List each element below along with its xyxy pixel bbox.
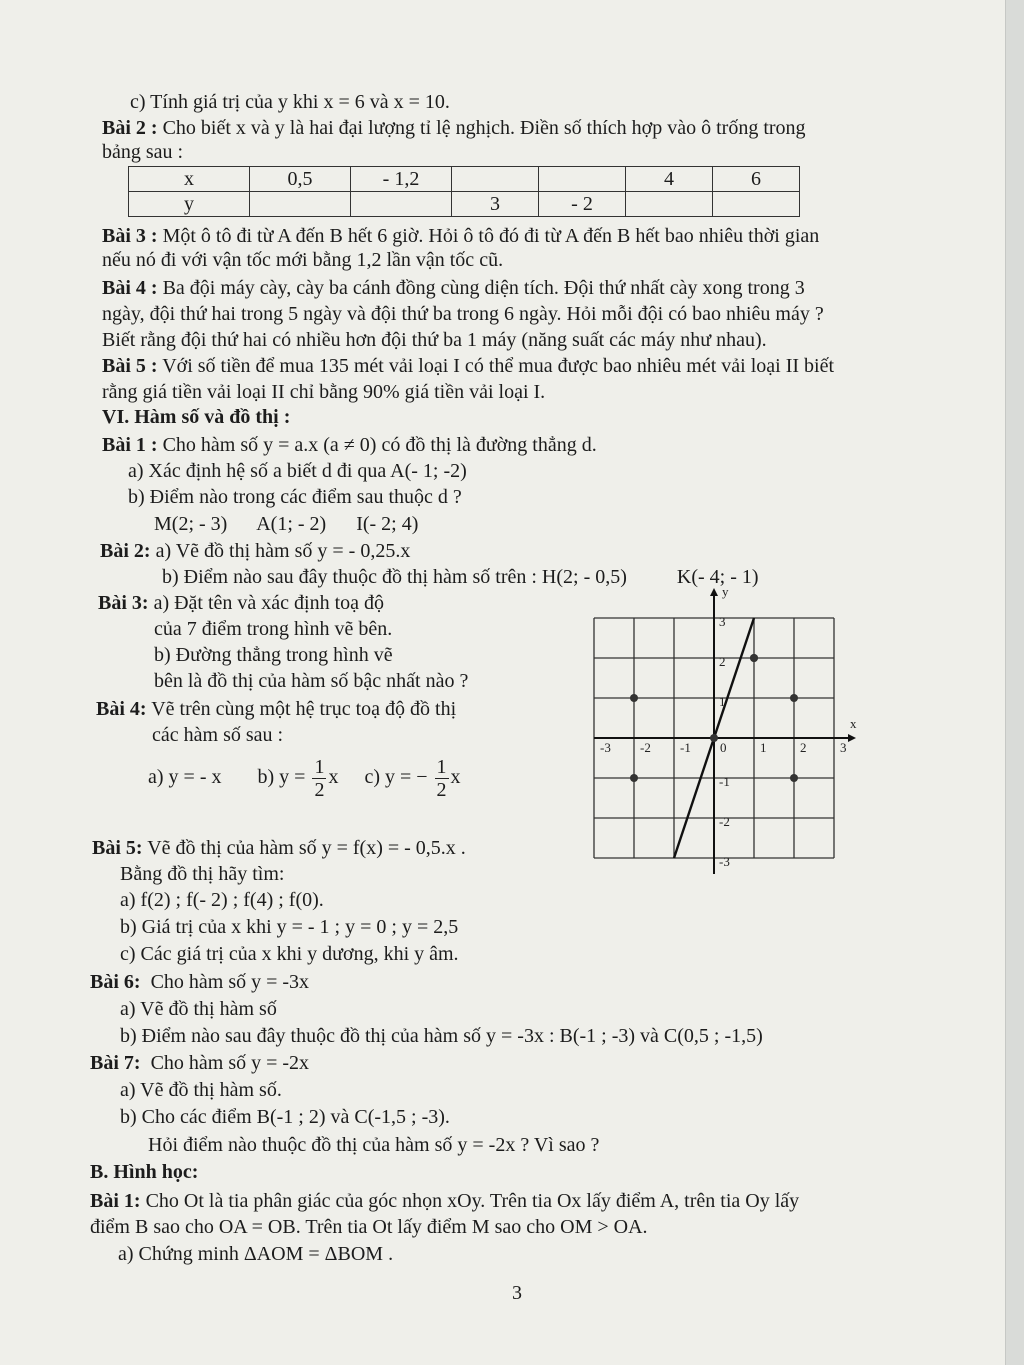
text: Cho hàm số y = -2x bbox=[140, 1052, 310, 1074]
text-line: a) Vẽ đồ thị hàm số bbox=[120, 998, 277, 1020]
text-line bbox=[100, 539, 410, 563]
text-line: bên là đồ thị của hàm số bậc nhất nào ? bbox=[154, 670, 469, 692]
exercise-heading: Bài 6: bbox=[90, 971, 141, 993]
variable-x: x bbox=[450, 766, 461, 788]
graph-point bbox=[790, 774, 798, 782]
text: a) Đặt tên và xác định toạ độ bbox=[148, 592, 385, 614]
text-line: b) Đường thẳng trong hình vẽ bbox=[154, 644, 393, 666]
y-tick-label: 1 bbox=[719, 694, 726, 709]
text: Ba đội máy cày, cày ba cánh đồng cùng diện tích. Đội thứ nhất cày xong trong 3 bbox=[157, 277, 805, 299]
table-cell: - 1,2 bbox=[351, 167, 452, 192]
x-tick-label: -3 bbox=[600, 740, 611, 755]
function-b-prefix: b) y = bbox=[257, 766, 306, 788]
exercise-heading: Bài 2: bbox=[100, 540, 151, 562]
table-cell[interactable] bbox=[626, 192, 713, 217]
x-tick-label: 1 bbox=[760, 740, 767, 755]
text: Cho biết x và y là hai đại lượng tỉ lệ nghịch. Điền số thích hợp vào ô trống trong bbox=[157, 117, 806, 139]
fraction bbox=[435, 756, 449, 801]
text: Cho Ot là tia phân giác của góc nhọn xOy. Trên tia Ox lấy điểm A, trên tia Oy lấy bbox=[140, 1190, 800, 1212]
section-heading bbox=[102, 405, 290, 429]
text-line: b) Giá trị của x khi y = - 1 ; y = 0 ; y = 2,5 bbox=[120, 916, 459, 938]
fraction-numerator: 1 bbox=[314, 755, 325, 778]
y-tick-label: -3 bbox=[719, 854, 730, 869]
page-edge bbox=[1005, 0, 1024, 1365]
text-line bbox=[90, 1051, 309, 1075]
y-axis-arrow bbox=[710, 588, 718, 596]
text: Cho hàm số y = a.x (a ≠ 0) có đồ thị là đường thẳng d. bbox=[157, 434, 597, 456]
axes bbox=[594, 588, 856, 874]
x-tick-label: 0 bbox=[720, 740, 727, 755]
text-line bbox=[102, 224, 819, 248]
table-cell[interactable] bbox=[713, 192, 800, 217]
table-cell[interactable] bbox=[250, 192, 351, 217]
fraction-numerator: 1 bbox=[436, 755, 447, 778]
text-line: ngày, đội thứ hai trong 5 ngày và đội thứ ba trong 6 ngày. Hỏi mỗi đội có bao nhiêu máy ? bbox=[102, 303, 824, 325]
text-line: b) Điểm nào trong các điểm sau thuộc d ? bbox=[128, 486, 462, 508]
table-cell: x bbox=[129, 167, 250, 192]
y-tick-label: 2 bbox=[719, 654, 726, 669]
exercise-heading: Bài 3: bbox=[98, 592, 149, 614]
text: Một ô tô đi từ A đến B hết 6 giờ. Hỏi ô tô đó đi từ A đến B hết bao nhiêu thời gian bbox=[157, 225, 820, 247]
text-line: b) Cho các điểm B(-1 ; 2) và C(-1,5 ; -3). bbox=[120, 1106, 450, 1128]
text: Với số tiền để mua 135 mét vải loại I có thể mua được bao nhiêu mét vải loại II biết bbox=[157, 355, 835, 377]
tick-labels bbox=[600, 588, 857, 869]
section-title: VI. Hàm số và đồ thị : bbox=[102, 406, 291, 428]
text-line: a) Vẽ đồ thị hàm số. bbox=[120, 1079, 282, 1101]
table-cell: y bbox=[129, 192, 250, 217]
text-line bbox=[90, 1189, 799, 1213]
fraction bbox=[312, 756, 326, 801]
table-cell[interactable] bbox=[452, 167, 539, 192]
text-line: của 7 điểm trong hình vẽ bên. bbox=[154, 618, 393, 640]
text-line: điểm B sao cho OA = OB. Trên tia Ot lấy điểm M sao cho OM > OA. bbox=[90, 1216, 648, 1238]
text-line: Bằng đồ thị hãy tìm: bbox=[120, 863, 285, 885]
functions-line bbox=[148, 752, 461, 802]
text-line bbox=[90, 970, 309, 994]
text: Cho hàm số y = -3x bbox=[140, 971, 310, 993]
graph-point bbox=[750, 654, 758, 662]
text-line bbox=[98, 591, 384, 615]
text-line bbox=[102, 276, 805, 300]
graph-point bbox=[630, 774, 638, 782]
text-line: b) Điểm nào sau đây thuộc đồ thị của hàm số y = -3x : B(-1 ; -3) và C(0,5 ; -1,5) bbox=[120, 1025, 763, 1047]
table-cell: - 2 bbox=[539, 192, 626, 217]
text-line: c) Các giá trị của x khi y dương, khi y âm. bbox=[120, 943, 459, 965]
text-line: b) Điểm nào sau đây thuộc đồ thị hàm số trên : H(2; - 0,5) K(- 4; - 1) bbox=[162, 566, 759, 588]
fill-in-table bbox=[128, 166, 800, 217]
exercise-heading: Bài 5 : bbox=[102, 355, 158, 377]
text-line bbox=[96, 697, 456, 721]
exercise-heading: Bài 3 : bbox=[102, 225, 158, 247]
exercise-heading: Bài 4 : bbox=[102, 277, 158, 299]
table-cell: 6 bbox=[713, 167, 800, 192]
exercise-heading: Bài 4: bbox=[96, 698, 147, 720]
text: Vẽ trên cùng một hệ trục toạ độ đồ thị bbox=[146, 698, 457, 720]
x-axis-label: x bbox=[850, 716, 857, 731]
table-cell[interactable] bbox=[539, 167, 626, 192]
text: a) Vẽ đồ thị hàm số y = - 0,25.x bbox=[150, 540, 411, 562]
coordinate-graph bbox=[588, 588, 858, 888]
text-line: bảng sau : bbox=[102, 141, 184, 163]
variable-x: x bbox=[328, 766, 339, 788]
x-tick-label: -1 bbox=[680, 740, 691, 755]
page-number: 3 bbox=[512, 1282, 522, 1304]
text: Vẽ đồ thị của hàm số y = f(x) = - 0,5.x . bbox=[142, 837, 466, 859]
y-axis-label: y bbox=[722, 588, 729, 599]
y-tick-label: -1 bbox=[719, 774, 730, 789]
text-line: Biết rằng đội thứ hai có nhiều hơn đội thứ ba 1 máy (năng suất các máy như nhau). bbox=[102, 329, 767, 351]
text-line: c) Tính giá trị của y khi x = 6 và x = 10. bbox=[130, 91, 450, 113]
table-row-y bbox=[129, 192, 800, 217]
graph-point bbox=[630, 694, 638, 702]
table-cell: 4 bbox=[626, 167, 713, 192]
exercise-heading: Bài 1: bbox=[90, 1190, 141, 1212]
text-line bbox=[102, 354, 834, 378]
section-title: B. Hình học: bbox=[90, 1161, 199, 1183]
exercise-heading: Bài 1 : bbox=[102, 434, 158, 456]
x-axis-arrow bbox=[848, 734, 856, 742]
text-line bbox=[92, 836, 466, 860]
x-tick-label: 3 bbox=[840, 740, 847, 755]
text-line bbox=[102, 116, 806, 140]
text-line: Hỏi điểm nào thuộc đồ thị của hàm số y = -2x ? Vì sao ? bbox=[148, 1134, 600, 1156]
x-tick-label: 2 bbox=[800, 740, 807, 755]
exercise-heading: Bài 5: bbox=[92, 837, 143, 859]
graph-point bbox=[790, 694, 798, 702]
table-row-x bbox=[129, 167, 800, 192]
text-line: a) Chứng minh ΔAOM = ΔBOM . bbox=[118, 1243, 394, 1265]
text-line: a) Xác định hệ số a biết d đi qua A(- 1; -2) bbox=[128, 460, 467, 482]
table-cell: 0,5 bbox=[250, 167, 351, 192]
function-c-prefix: c) y = − bbox=[364, 766, 428, 788]
y-tick-label: 3 bbox=[719, 614, 726, 629]
text-line: M(2; - 3) A(1; - 2) I(- 2; 4) bbox=[154, 513, 419, 535]
exercise-heading: Bài 2 : bbox=[102, 117, 158, 139]
x-tick-label: -2 bbox=[640, 740, 651, 755]
function-a: a) y = - x bbox=[148, 766, 222, 788]
fraction-denominator: 2 bbox=[314, 778, 325, 801]
fraction-denominator: 2 bbox=[436, 778, 447, 801]
y-tick-label: -2 bbox=[719, 814, 730, 829]
text-line bbox=[102, 433, 597, 457]
text-line: a) f(2) ; f(- 2) ; f(4) ; f(0). bbox=[120, 889, 324, 911]
table-cell: 3 bbox=[452, 192, 539, 217]
table-cell[interactable] bbox=[351, 192, 452, 217]
section-heading bbox=[90, 1160, 198, 1184]
exercise-heading: Bài 7: bbox=[90, 1052, 141, 1074]
text-line: các hàm số sau : bbox=[152, 724, 284, 746]
text-line: nếu nó đi với vận tốc mới bằng 1,2 lần vận tốc cũ. bbox=[102, 249, 504, 271]
text-line: rằng giá tiền vải loại II chỉ bằng 90% giá tiền vải loại I. bbox=[102, 381, 546, 403]
graph-point bbox=[710, 734, 718, 742]
